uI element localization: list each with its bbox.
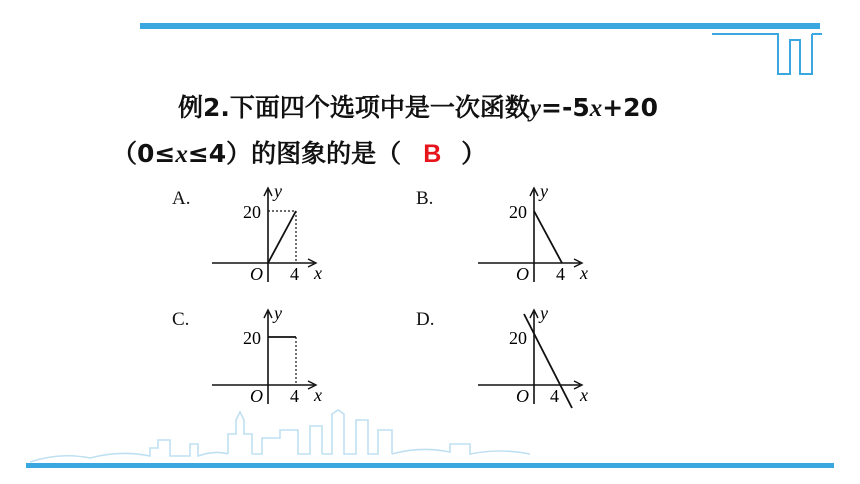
y-tick-label: 20 (509, 202, 527, 222)
header-corner-ornament (712, 34, 822, 74)
origin-label: O (516, 264, 529, 284)
domain-open: （0≤ (112, 139, 176, 168)
domain-close: ≤4）的图象的是（ (187, 139, 402, 168)
formula-y: y (529, 95, 542, 122)
formula-constant: +20 (602, 93, 658, 122)
y-tick-label: 20 (243, 202, 261, 222)
x-axis-label: x (580, 385, 588, 405)
origin-label: O (250, 264, 263, 284)
question-line-2 (112, 134, 486, 170)
y-axis-label: y (540, 181, 548, 201)
question-line-1 (178, 88, 658, 124)
answer-text: B (423, 140, 442, 168)
y-axis-label: y (274, 303, 282, 323)
x-tick-label: 4 (550, 386, 559, 406)
x-axis-label: x (314, 263, 322, 283)
y-axis-label: y (274, 181, 282, 201)
x-tick-label: 4 (290, 264, 299, 284)
graph-b (476, 180, 606, 285)
question-close-paren: ） (461, 139, 487, 168)
graph-line (268, 211, 296, 263)
x-tick-label: 4 (556, 264, 565, 284)
formula-coefficient: =-5 (541, 93, 590, 122)
origin-label: O (516, 386, 529, 406)
option-b-label: B. (416, 188, 434, 209)
question-prefix: 例2.下面四个选项中是一次函数 (178, 93, 530, 122)
graph-c (210, 302, 340, 407)
domain-x: x (175, 141, 188, 168)
skyline-decoration (0, 400, 860, 484)
y-axis-label: y (540, 303, 548, 323)
footer-bar (26, 463, 834, 468)
formula-x: x (589, 95, 603, 122)
graph-line (534, 211, 562, 263)
y-tick-label: 20 (509, 328, 527, 348)
origin-label: O (250, 386, 263, 406)
header-bar (140, 23, 820, 29)
x-axis-label: x (580, 263, 588, 283)
skyline-outline (30, 410, 530, 462)
option-d-label: D. (416, 309, 435, 330)
option-c-label: C. (172, 309, 190, 330)
graph-d (476, 302, 606, 414)
graph-line (524, 314, 572, 408)
x-axis-label: x (314, 385, 322, 405)
graph-a (210, 180, 340, 285)
y-tick-label: 20 (243, 328, 261, 348)
option-a-label: A. (172, 188, 191, 209)
x-tick-label: 4 (290, 386, 299, 406)
header-decoration (0, 0, 860, 80)
